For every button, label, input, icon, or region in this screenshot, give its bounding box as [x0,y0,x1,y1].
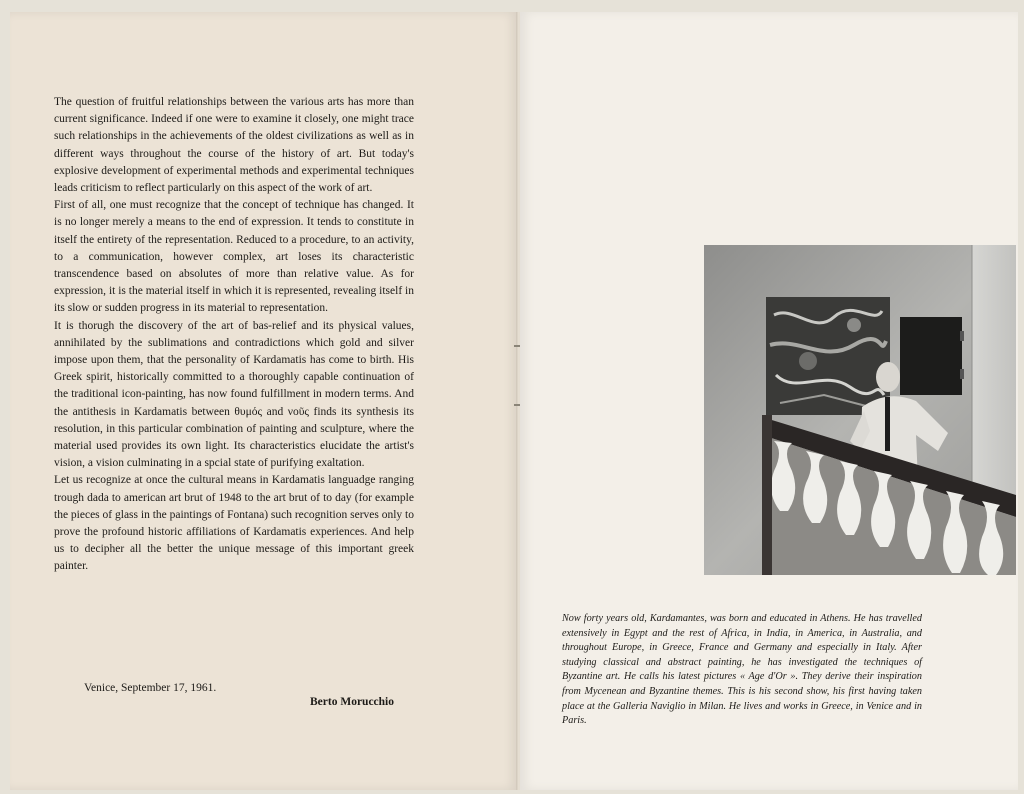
right-page [520,12,1018,790]
essay-paragraph-1: The question of fruitful relationships between the various arts has more than current significance. Indeed if one were to examine it closely, one might trace such relationships in the achievements of the oldest civilizations as well as in different ways throughout the course of the history of art. But today's explosive development of experimental methods and experimental techniques leads criticism to reflect particularly on this aspect of the work of art. [54,96,414,195]
artist-photo [704,245,1016,575]
caption-text: Now forty years old, Kardamantes, was born and educated in Athens. He has travelled extensively in Egypt and the rest of Africa, in India, in America, in Australia, and throughout Europe, in Greece, France and Germany and especially in Italy. After studying classical and abstract painting, he has investigated the techniques of Byzantine art. He calls his latest pictures « Age d'Or ». They derive their inspiration from Mycenean and Byzantine themes. This is his second show, his first having taken place at the Galleria Naviglio in Milan. He lives and works in Greece, in Venice and in Paris. [562,613,922,727]
place-date: Venice, September 17, 1961. [84,682,217,694]
essay-paragraph-4: Let us recognize at once the cultural means in Kardamatis languadge ranging trough dada to american art brut of 1948 to the art brut of to day (for example the pieces of glass in the paintings of Fontana) such recognition serves only to prove the profound historic affiliations of Kardamatis experiences. And help us to decipher all the better the unique message of this important greek painter. [54,474,414,573]
artist-caption [562,612,922,729]
essay-paragraph-3: It is thorugh the discovery of the art of bas-relief and its physical values, annihilated by the sublimations and contradictions which gold and silver impose upon them, that the personality of Kardamatis has come to birth. His Greek spirit, historically committed to a thoroughly capable continuation of the traditional icon-painting, has now found fulfillment in modern terms. And the antithesis in Kardamatis between θυμός and νοῦς finds its synthesis its resolution, in this particular combination of painting and sculpture, where the material used provides its own light. Its characteristics elucidate the artist's vision, a vision culminating in a spcial state of purifying exaltation. [54,319,414,470]
essay-paragraph-2: First of all, one must recognize that the concept of technique has changed. It is no longer merely a means to the end of expression. It tends to constitute in itself the entirety of the representation. Reduced to a procedure, to an activity, to a communication, however complex, art loses its characteristic transcendence based on absolutes of more than relative value. As for expression, it is the material itself in which it is represented, revealing itself in its slow or sudden progress in its material to representation. [54,199,414,315]
artist-photo-image [704,245,1016,575]
left-page [10,12,518,790]
author-name: Berto Morucchio [310,696,394,708]
dark-panel [900,317,962,395]
painting [766,297,890,415]
essay-text [54,94,414,576]
